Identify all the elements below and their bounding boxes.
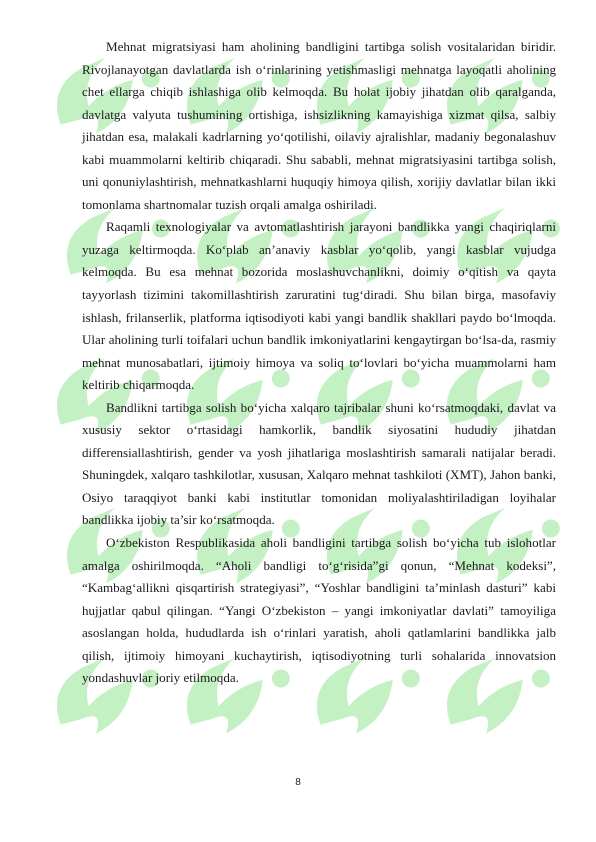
paragraph-4: O‘zbekiston Respublikasida aholi bandligini tartibga solish bo‘yicha tub islohotlar amalga oshirilmoqda. “Aholi bandligi to‘g‘risida”gi qonun, “Mehnat kodeksi”, “Kambag‘allikni qisqartirish strategiyasi”, “Yoshlar bandligini ta’minlash dasturi” kabi hujjatlar qabul qilingan. “Yangi O‘zbekiston – yangi imkoniyatlar davlati” tamoyiliga asoslangan holda, hududlarda ish o‘rinlari yaratish, aholi qatlamlarini bandlikka jalb qilish, ijtimoiy himoyani kuchaytirish, iqtisodiyotning turli sohalarida innovatsion yondashuvlar joriy etilmoqda. — [82, 535, 556, 686]
body-text — [82, 36, 556, 690]
paragraph-1: Mehnat migratsiyasi ham aholining bandligini tartibga solish vositalaridan biridir. Rivojlanayotgan davlatlarda ish o‘rinlarining yetishmasligi mehnatga layoqatli aholining chet ellarga chiqib ishlashiga olib kelmoqda. Bu holat ijobiy jihatdan olib qaralganda, davlatga valyuta tushumining ortishiga, ishsizlikning kamayishiga xizmat qilsa, salbiy jihatdan esa, malakali kadrlarning yo‘qotilishi, oilaviy ajralishlar, madaniy begonalashuv kabi muammolarni keltirib chiqaradi. Shu sababli, mehnat migratsiyasini tartibga solish, uni qonuniylashtirish, mehnatkashlarni huquqiy himoya qilish, xorijiy davlatlar bilan ikki tomonlama shartnomalar tuzish orqali amalga oshiriladi. — [82, 39, 556, 212]
paragraph-2: Raqamli texnologiyalar va avtomatlashtirish jarayoni bandlikka yangi chaqiriqlarni yuzaga keltirmoqda. Ko‘plab an’anaviy kasblar yo‘qolib, yangi kasblar vujudga kelmoqda. Bu esa mehnat bozorida moslashuvchanlikni, doimiy o‘qitish va qayta tayyorlash tizimini takomillashtirish zaruratini tug‘diradi. Shu bilan birga, masofaviy ishlash, frilanserlik, platforma iqtisodiyoti kabi yangi bandlik shakllari paydo bo‘lmoqda. Ular aholining turli toifalari uchun bandlik imkoniyatlarini kengaytirgan bo‘lsa-da, rasmiy mehnat munosabatlari, ijtimoiy himoya va soliq to‘lovlari bo‘yicha muammolarni ham keltirib chiqarmoqda. — [82, 219, 556, 393]
page-number: 8 — [295, 777, 301, 788]
paragraph-3: Bandlikni tartibga solish bo‘yicha xalqaro tajribalar shuni ko‘rsatmoqdaki, davlat va xususiy sektor o‘rtasidagi hamkorlik, bandlik siyosatini hududiy jihatdan differensiallashtirish, gender va yosh jihatlariga moslashtirish samarali natijalar beradi. Shuningdek, xalqaro tashkilotlar, xususan, Xalqaro mehnat tashkiloti (XMT), Jahon banki, Osiyo taraqqiyot banki kabi institutlar tomonidan moliyalashtiriladigan loyihalar bandlikka ijobiy ta’sir ko‘rsatmoqda. — [82, 399, 556, 528]
